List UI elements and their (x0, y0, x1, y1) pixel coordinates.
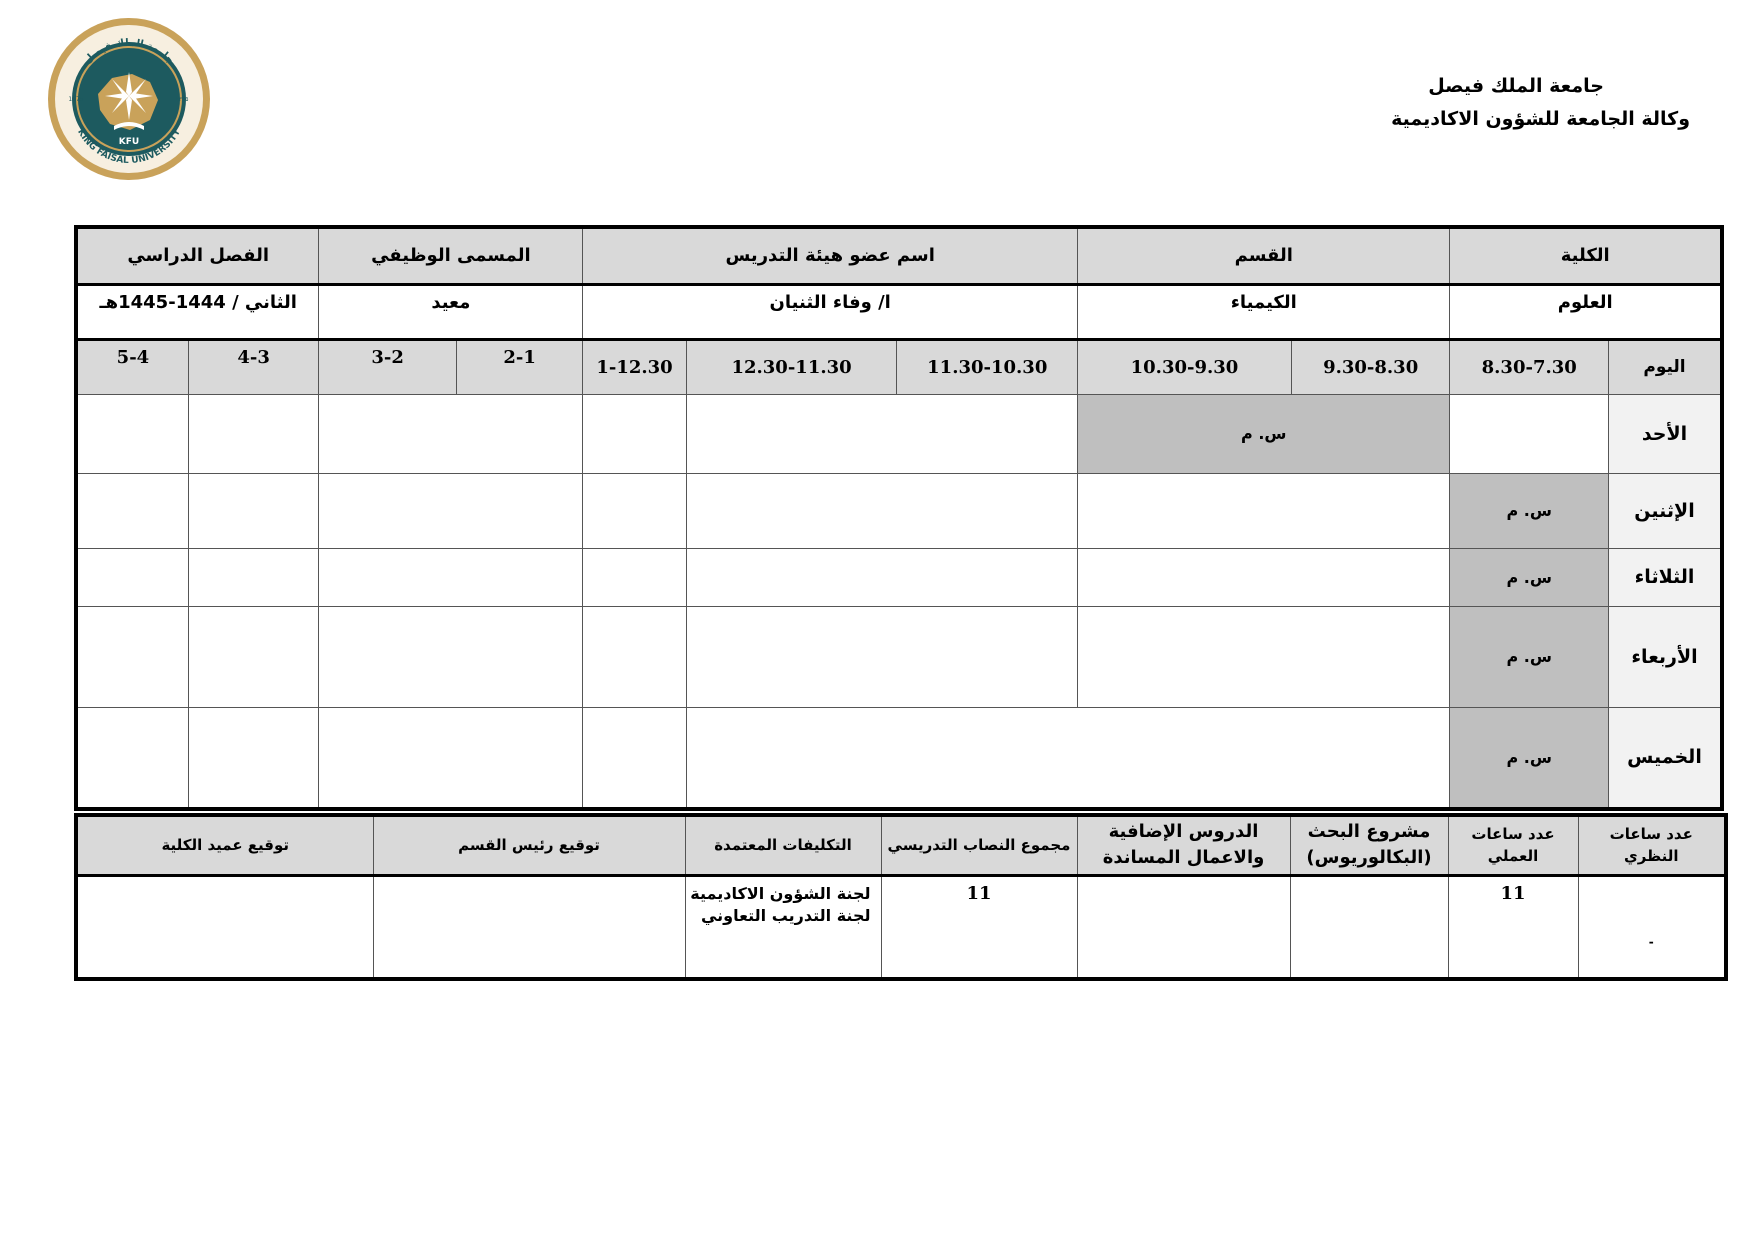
college-label: الكلية (1450, 227, 1722, 284)
teaching-load-value: 11 (881, 875, 1077, 979)
time-slot: 11.30-10.30 (897, 339, 1078, 394)
time-slot: 3-2 (319, 339, 456, 394)
schedule-cell (1450, 394, 1609, 473)
assignments-label: التكليفات المعتمدة (685, 815, 881, 875)
table-row (76, 473, 1722, 548)
time-slot: 4-3 (188, 339, 318, 394)
day-name: الإثنين (1609, 473, 1723, 548)
table-row (76, 394, 1722, 473)
schedule-cell (1078, 606, 1450, 707)
university-logo (46, 16, 212, 182)
day-name: الأربعاء (1609, 606, 1723, 707)
day-name: الخميس (1609, 707, 1723, 809)
schedule-cell (188, 473, 318, 548)
time-slot: 5-4 (76, 339, 188, 394)
time-slot: 10.30-9.30 (1078, 339, 1292, 394)
schedule-cell (686, 707, 1450, 809)
university-header (1300, 70, 1690, 136)
svg-text:جامعة الملك فيصل: جامعة الملك فيصل (82, 37, 176, 67)
schedule-cell (76, 548, 188, 606)
session-block: س. م (1450, 473, 1609, 548)
extra-lessons-value (1077, 875, 1290, 979)
job-title-value: معيد (319, 284, 583, 339)
research-project-label: مشروع البحث (البكالوريوس) (1290, 815, 1448, 875)
table-row (76, 707, 1722, 809)
time-slot: 8.30-7.30 (1450, 339, 1609, 394)
time-slot: 1-12.30 (583, 339, 686, 394)
job-title-label: المسمى الوظيفي (319, 227, 583, 284)
schedule-cell (583, 394, 686, 473)
university-name: جامعة الملك فيصل (1428, 75, 1604, 97)
semester-value: الثاني / 1444-1445هـ (76, 284, 319, 339)
teaching-load-label: مجموع النصاب التدريسي (881, 815, 1077, 875)
schedule-cell (76, 707, 188, 809)
schedule-cell (583, 548, 686, 606)
schedule-cell (583, 707, 686, 809)
svg-text:١٣٩٥: ١٣٩٥ (175, 96, 189, 103)
extra-lessons-label: الدروس الإضافية والاعمال المساندة (1077, 815, 1290, 875)
practical-hours-value: 11 (1448, 875, 1578, 979)
schedule-cell (686, 548, 1077, 606)
college-value: العلوم (1450, 284, 1722, 339)
assignment-item: لجنة الشؤون الاكاديمية (690, 883, 871, 903)
department-value: الكيمياء (1078, 284, 1450, 339)
dept-head-signature-cell (373, 875, 685, 979)
schedule-table (74, 225, 1724, 811)
session-block: س. م (1450, 548, 1609, 606)
schedule-cell (1078, 548, 1450, 606)
schedule-cell (188, 548, 318, 606)
svg-text:1975: 1975 (68, 96, 84, 103)
dean-signature-cell (76, 875, 373, 979)
session-block: س. م (1078, 394, 1450, 473)
theory-hours-label: عدد ساعات النظري (1578, 815, 1726, 875)
semester-label: الفصل الدراسي (76, 227, 319, 284)
theory-hours-value: - (1578, 875, 1726, 979)
time-slot: 9.30-8.30 (1291, 339, 1450, 394)
academic-affairs-agency: وكالة الجامعة للشؤون الاكاديمية (1391, 108, 1690, 130)
schedule-cell (188, 707, 318, 809)
schedule-cell (319, 473, 583, 548)
schedule-cell (76, 473, 188, 548)
schedule-cell (686, 394, 1077, 473)
kfu-seal-icon (46, 16, 212, 182)
research-project-value (1290, 875, 1448, 979)
schedule-cell (76, 394, 188, 473)
day-label: اليوم (1609, 339, 1723, 394)
schedule-cell (583, 473, 686, 548)
time-slot: 2-1 (456, 339, 582, 394)
summary-table (74, 813, 1728, 981)
time-slot: 12.30-11.30 (686, 339, 897, 394)
schedule-cell (188, 394, 318, 473)
faculty-member-label: اسم عضو هيئة التدريس (583, 227, 1078, 284)
department-label: القسم (1078, 227, 1450, 284)
schedule-cell (319, 606, 583, 707)
svg-text:KFU: KFU (118, 137, 140, 147)
svg-text:KING FAISAL UNIVERSITY: KING FAISAL UNIVERSITY (75, 127, 183, 167)
schedule-cell (686, 606, 1077, 707)
session-block: س. م (1450, 707, 1609, 809)
table-row (76, 606, 1722, 707)
schedule-cell (583, 606, 686, 707)
assignments-value (685, 875, 881, 979)
schedule-cell (319, 707, 583, 809)
practical-hours-label: عدد ساعات العملي (1448, 815, 1578, 875)
day-name: الأحد (1609, 394, 1723, 473)
table-row (76, 548, 1722, 606)
schedule-cell (686, 473, 1077, 548)
dept-head-signature-label: توقيع رئيس القسم (373, 815, 685, 875)
schedule-cell (1078, 473, 1450, 548)
assignment-item: لجنة التدريب التعاوني (700, 905, 871, 925)
day-name: الثلاثاء (1609, 548, 1723, 606)
session-block: س. م (1450, 606, 1609, 707)
faculty-member-value: ا/ وفاء الثنيان (583, 284, 1078, 339)
dean-signature-label: توقيع عميد الكلية (76, 815, 373, 875)
schedule-cell (76, 606, 188, 707)
schedule-cell (188, 606, 318, 707)
schedule-cell (319, 394, 583, 473)
schedule-cell (319, 548, 583, 606)
